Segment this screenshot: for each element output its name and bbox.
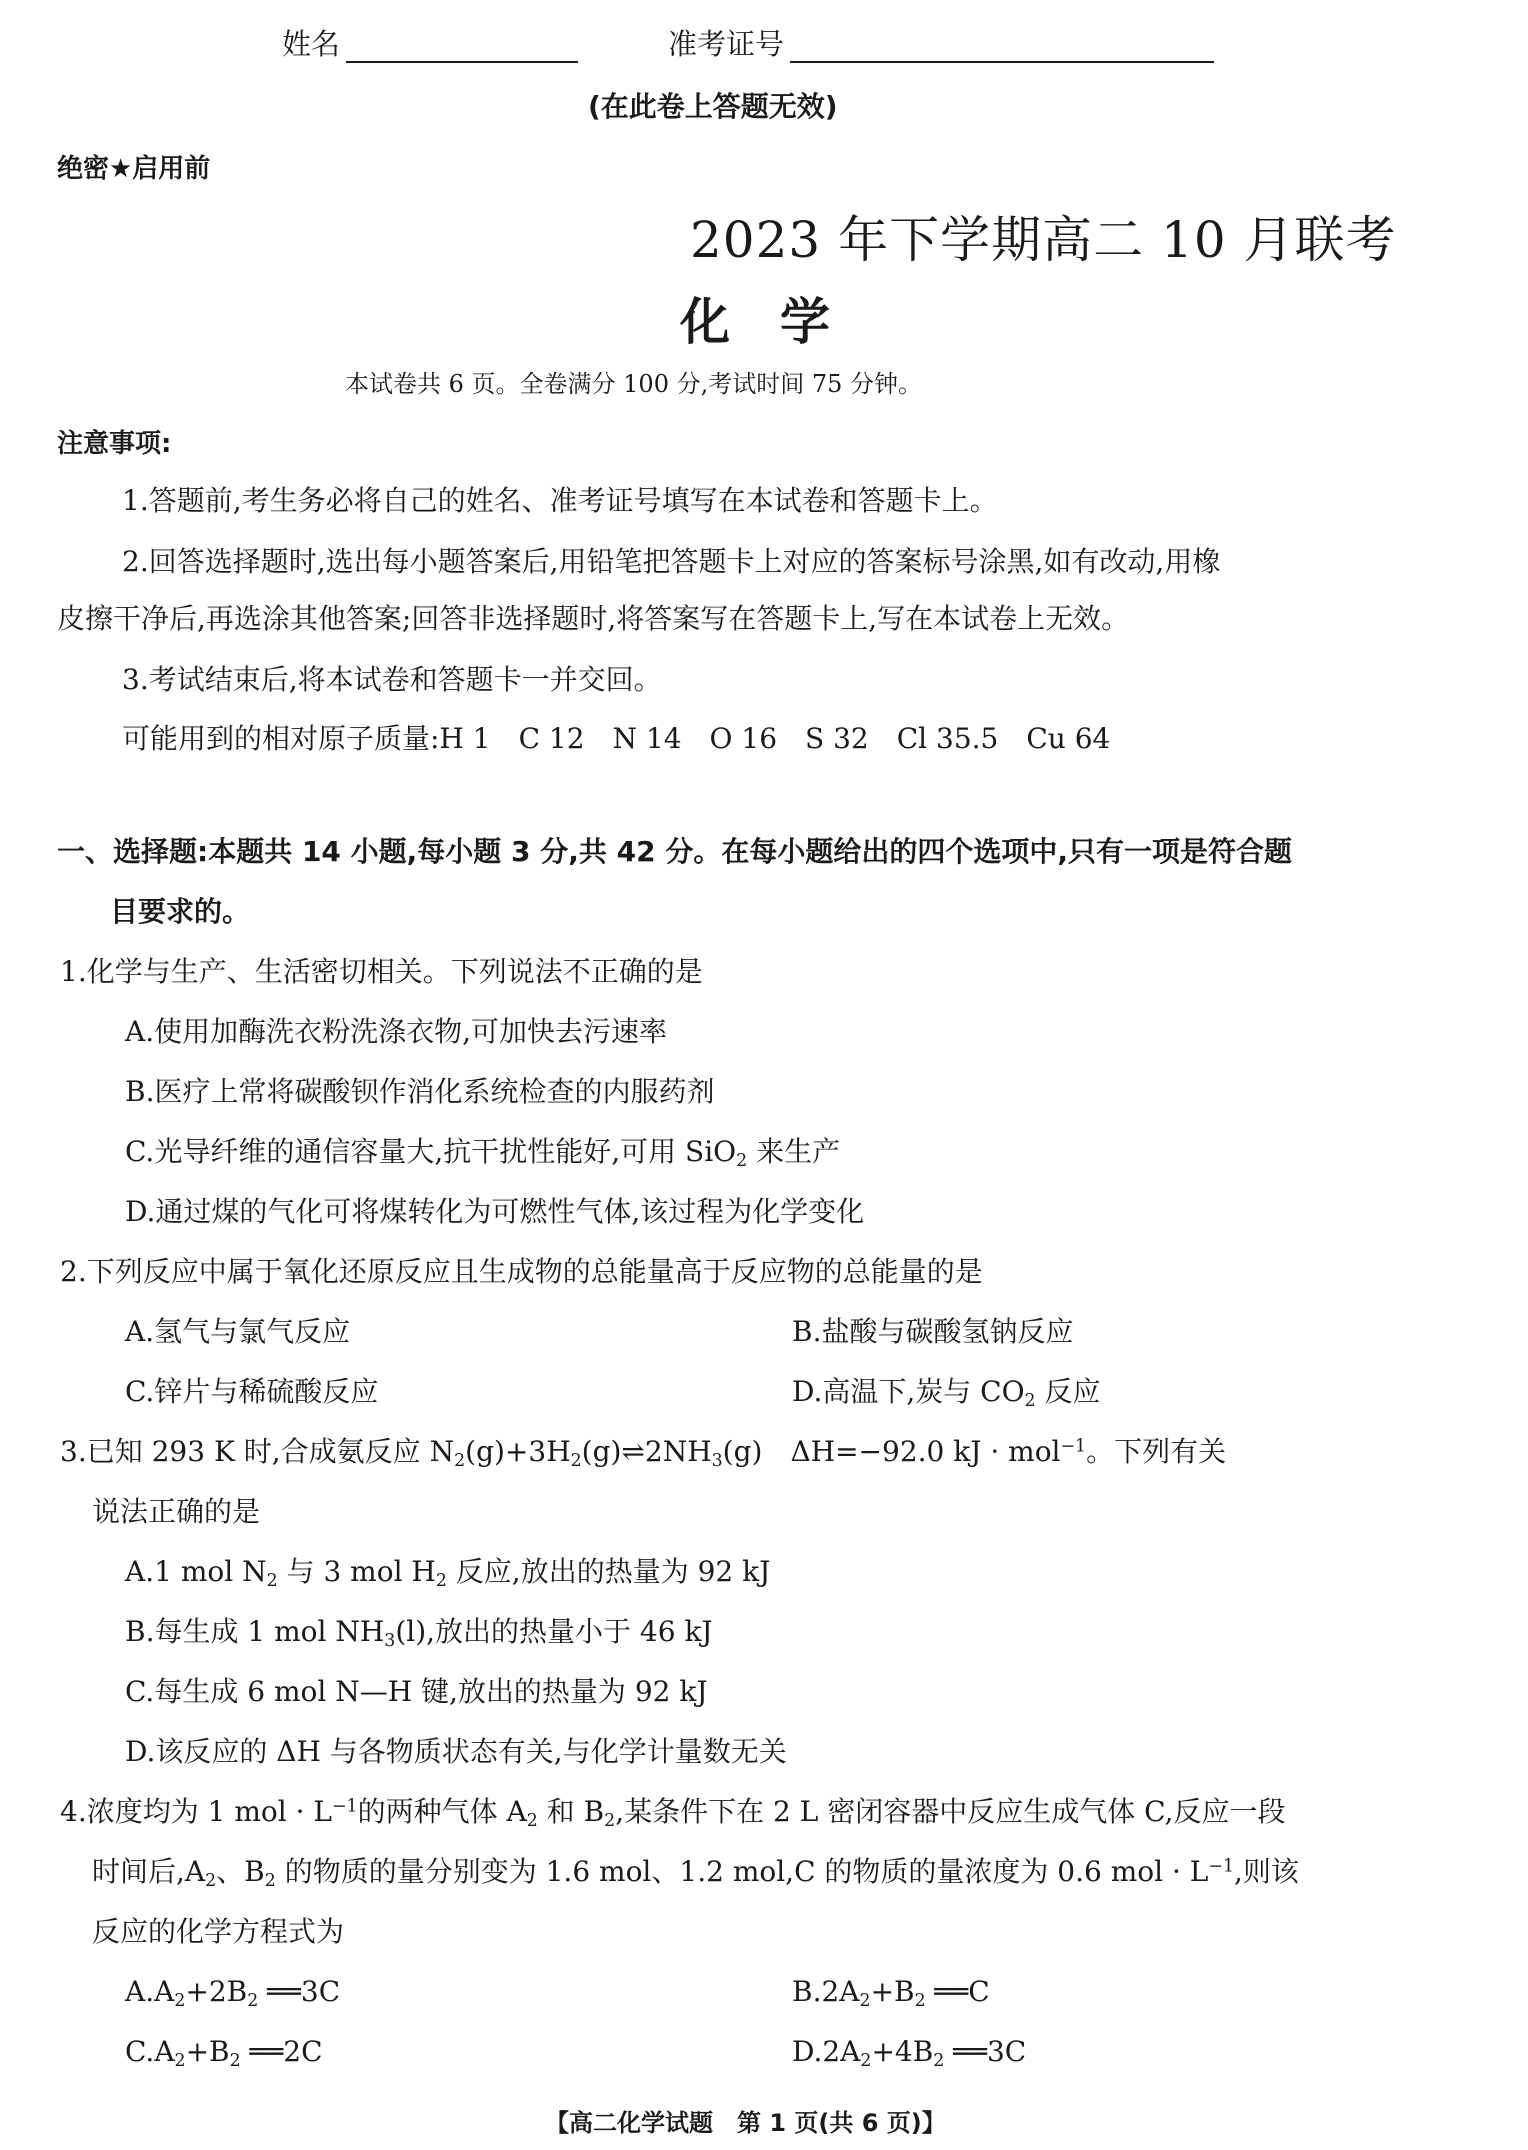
- note-1: 1.答题前,考生务必将自己的姓名、准考证号填写在本试卷和答题卡上。: [122, 484, 998, 517]
- q2-option-c: C.锌片与稀硫酸反应: [125, 1375, 379, 1408]
- note-2a: 2.回答选择题时,选出每小题答案后,用铅笔把答题卡上对应的答案标号涂黑,如有改动,用橡: [122, 545, 1221, 578]
- note-2b: 皮擦干净后,再选涂其他答案;回答非选择题时,将答案写在答题卡上,写在本试卷上无效。: [57, 602, 1130, 635]
- invalid-note: (在此卷上答题无效): [588, 90, 838, 123]
- q4-option-c: $C.A_2+B_2$ ══2C: [125, 2035, 323, 2072]
- q1-stem: 1.化学与生产、生活密切相关。下列说法不正确的是: [60, 955, 703, 988]
- q2-option-b: B.盐酸与碳酸氢钠反应: [792, 1315, 1074, 1348]
- q3-stem: 3.已知 293 K 时,合成氨反应 $N_2(g)+3H_2(g)\rightleftharpoons 2NH_3(g)$ ΔH=−92.0 kJ · mol$^{-1}$。下列有关: [60, 1435, 1227, 1472]
- exam-title: 2023 年下学期高二 10 月联考: [690, 211, 1397, 269]
- q4-option-d: $D.2A_2+4B_2$ ══3C: [792, 2035, 1027, 2072]
- q2-stem: 2.下列反应中属于氧化还原反应且生成物的总能量高于反应物的总能量的是: [60, 1255, 983, 1288]
- exam-id-label: 准考证号: [668, 27, 785, 61]
- subject-title: 化 学: [680, 293, 830, 351]
- exam-info: 本试卷共 6 页。全卷满分 100 分,考试时间 75 分钟。: [345, 370, 923, 398]
- name-field: [282, 22, 578, 63]
- q1-option-c: C.光导纤维的通信容量大,抗干扰性能好,可用 SiO$_2$ 来生产: [125, 1135, 841, 1172]
- secret-label: 绝密★启用前: [57, 154, 211, 184]
- q3-option-c: C.每生成 6 mol N—H 键,放出的热量为 92 kJ: [125, 1675, 708, 1708]
- q2-option-d: D.高温下,炭与 $CO_2$ 反应: [792, 1375, 1101, 1412]
- section-heading-b: 目要求的。: [110, 895, 251, 928]
- q3-option-b: B.每生成 1 mol $NH_3(l)$,放出的热量小于 46 kJ: [125, 1615, 713, 1652]
- q3-option-d: D.该反应的 ΔH 与各物质状态有关,与化学计量数无关: [125, 1735, 787, 1768]
- q1-option-a: A.使用加酶洗衣粉洗涤衣物,可加快去污速率: [125, 1015, 668, 1048]
- q4-stem-3: 反应的化学方程式为: [92, 1915, 345, 1948]
- q2-option-a: A.氢气与氯气反应: [125, 1315, 351, 1348]
- q1-option-b: B.医疗上常将碳酸钡作消化系统检查的内服药剂: [125, 1075, 715, 1108]
- name-blank: [346, 60, 578, 63]
- q4-stem-2: 时间后$,A_2$、$B_2$ 的物质的量分别变为 1.6 mol、1.2 mol,C 的物质的量浓度为 0.6 mol · $L^{-1}$,则该: [92, 1855, 1299, 1892]
- exam-id-blank: [790, 60, 1214, 63]
- q4-option-b: $B.2A_2+B_2$ ══C: [792, 1975, 990, 2012]
- page-footer: 【高二化学试题 第 1 页(共 6 页)】: [545, 2109, 946, 2137]
- note-3: 3.考试结束后,将本试卷和答题卡一并交回。: [122, 663, 662, 696]
- q4-option-a: $A.A_2+2B_2$ ══3C: [125, 1975, 341, 2012]
- atomic-masses: 可能用到的相对原子质量:H 1 C 12 N 14 O 16 S 32 Cl 35.5 Cu 64: [122, 722, 1111, 755]
- notes-heading: 注意事项:: [57, 429, 172, 459]
- q3-option-a: A.1 mol $N_2$ 与 3 mol $H_2$ 反应,放出的热量为 92 kJ: [125, 1555, 771, 1592]
- exam-id-field: [668, 22, 1214, 63]
- q1-option-d: D.通过煤的气化可将煤转化为可燃性气体,该过程为化学变化: [125, 1195, 865, 1228]
- name-label: 姓名: [282, 27, 341, 61]
- q3-stem-cont: 说法正确的是: [92, 1495, 261, 1528]
- q4-stem-1: 4.浓度均为 1 mol · $L^{-1}$的两种气体 $A_2$ 和 $B_2$,某条件下在 2 L 密闭容器中反应生成气体 C,反应一段: [60, 1795, 1286, 1832]
- section-heading-a: 一、选择题:本题共 14 小题,每小题 3 分,共 42 分。在每小题给出的四个选项中,只有一项是符合题: [57, 835, 1293, 868]
